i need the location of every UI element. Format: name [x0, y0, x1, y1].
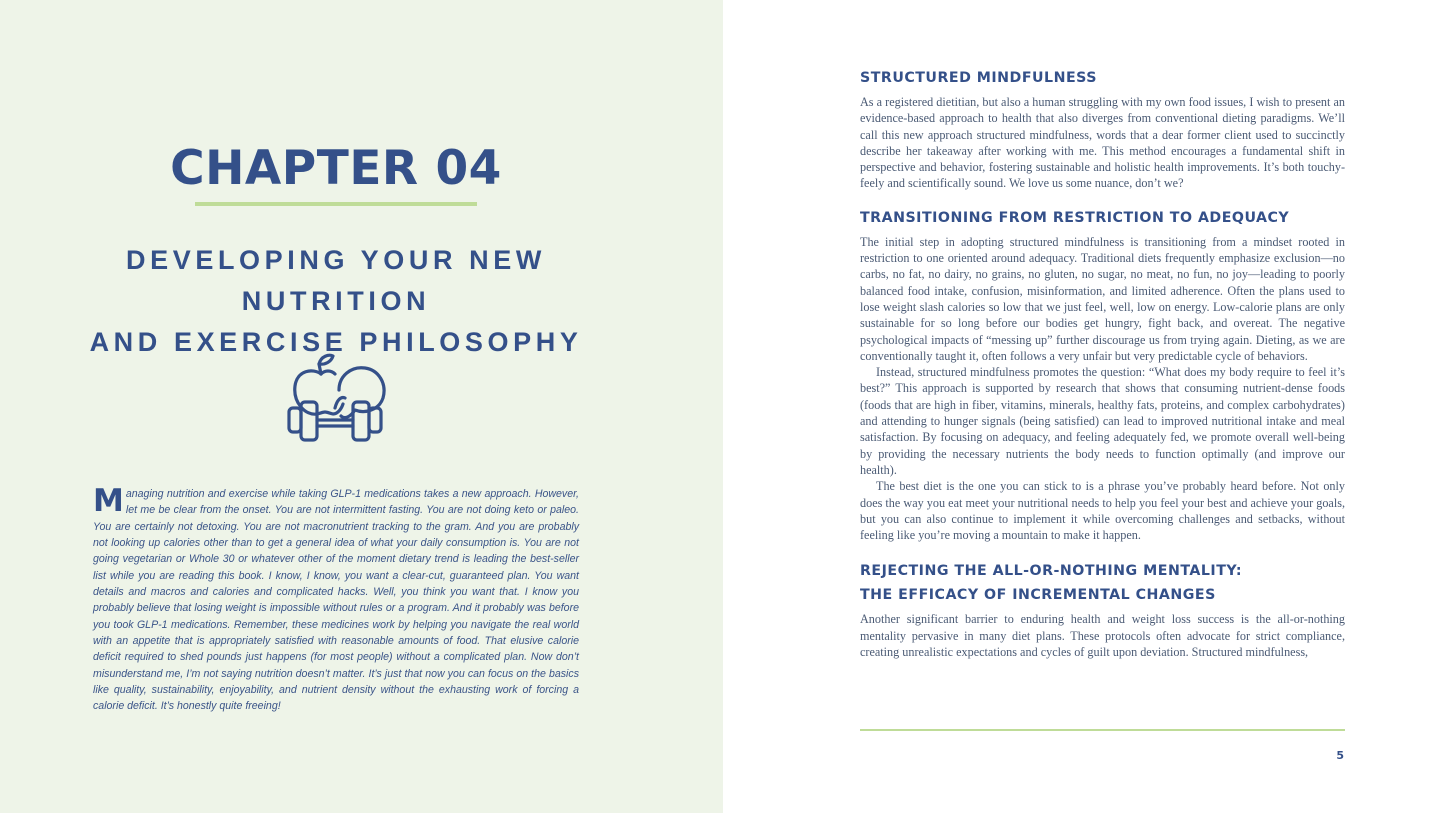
- heading-line2: THE EFFICACY OF INCREMENTAL CHANGES: [860, 587, 1216, 604]
- heading-line1: REJECTING THE ALL-OR-NOTHING MENTALITY:: [860, 563, 1243, 580]
- paragraph: As a registered dietitian, but also a human struggling with my own food issues, I wish to present an evidence-based approach to health that also diverges from conventional dieting paradigms. We’ll call this new approach structured mindfulness, words that a dear former client used to succinctly describe her takeaway after working with me. This method encourages a fundamental shift in perspective and behavior, fostering sustainable and holistic health improvements. It’s both touchy-feely and scientifically sound. We love us some nuance, don’t we?: [860, 95, 1345, 191]
- chapter-title-line1: DEVELOPING YOUR NEW NUTRITION: [126, 245, 546, 316]
- paragraph: Instead, structured mindfulness promotes the question: “What does my body require to feel it’s best?” This approach is supported by research that shows that consuming nutrient-dense foods (foods that are high in fiber, vitamins, minerals, healthy fats, proteins, and complex carbohydrates) and attending to hunger signals (being satisfied) can lead to improved nutritional intake and meal satisfaction. By focusing on adequacy, and feeling adequately fed, we promote overall well-being by providing the necessary nutrients the body needs to function optimally (and improve our health).: [860, 365, 1345, 477]
- heading-structured-mindfulness: STRUCTURED MINDFULNESS: [860, 70, 1097, 86]
- footer-rule: [860, 729, 1345, 731]
- heading-restriction-to-adequacy: TRANSITIONING FROM RESTRICTION TO ADEQUACY: [860, 209, 1290, 226]
- chapter-number: CHAPTER 04: [170, 141, 502, 196]
- drop-cap: M: [93, 483, 124, 519]
- chapter-underline: [195, 202, 477, 206]
- paragraph: The best diet is the one you can stick to is a phrase you’ve probably heard before. Not only does the way you eat meet your nutritional needs to help you feel your best and achieve your goals, but you can also continue to implement it while overcoming challenges and setbacks, without feeling like you’re moving a mountain to make it happen.: [860, 479, 1345, 543]
- heading-all-or-nothing: [860, 559, 1345, 607]
- chapter-title-line2: AND EXERCISE PHILOSOPHY: [89, 327, 583, 357]
- chapter-title: [60, 240, 612, 363]
- paragraph: The initial step in adopting structured mindfulness is transitioning from a mindset rooted in restriction to one oriented around adequacy. Traditional diets frequently emphasize exclusion—no carbs, no fat, no dairy, no grains, no gluten, no sugar, no meat, no fun, no joy—leading to poorly balanced food intake, confusion, misinformation, and limited adherence. Often the plans used to lose weight slash calories so low that we just feel, well, low on energy. Low-calorie plans are only sustainable for so long before our bodies get hungry, fight back, and overeat. The negative psychological impacts of “messing up” further discourage us from trying again. Dieting, as we are conventionally taught it, often follows a very unfair but very predictable cycle of behaviors.: [860, 234, 1345, 363]
- page-number: 5: [1336, 749, 1344, 762]
- intro-text: anaging nutrition and exercise while taking GLP-1 medications takes a new approach. However, let me be clear from the onset. You are not intermittent fasting. You are not doing keto or paleo. You are certainly not detoxing. You are not macronutrient tracking to the gram. And you are probably not looking up calories other than to get a general idea of what your daily consumption is. You are not going vegetarian or Whole 30 or whatever other of the moment dietary trend is leading the best-seller list while you are reading this book. I know, I know, you want a clear-cut, guaranteed plan. You want details and macros and calories and complicated hacks. Well, you think you want that. I know you probably believe that losing weight is impossible without rules or a program. And it probably was before you took GLP-1 medications. Remember, these medicines work by helping you navigate the real world with an appetite that is appropriately satisfied with reasonable amounts of food. That elusive calorie deficit required to shed pounds just happens (for most people) without a complicated plan. Now don’t misunderstand me, I’m not saying nutrition doesn’t matter. It’s just that now you can focus on the basics like quality, sustainability, enjoyability, and nutrient density without the exhausting work of forcing a calorie deficit. It’s honestly quite freeing!: [93, 488, 579, 713]
- intro-paragraph: [93, 483, 579, 715]
- right-page-content: [860, 66, 1345, 660]
- apple-and-chicken-leg-with-dumbbell-icon: [283, 352, 389, 448]
- paragraph: Another significant barrier to enduring health and weight loss success is the all-or-nothing mentality pervasive in many diet plans. These protocols often advocate for strict compliance, creating unrealistic expectations and cycles of guilt upon deviation. Structured mindfulness,: [860, 612, 1345, 660]
